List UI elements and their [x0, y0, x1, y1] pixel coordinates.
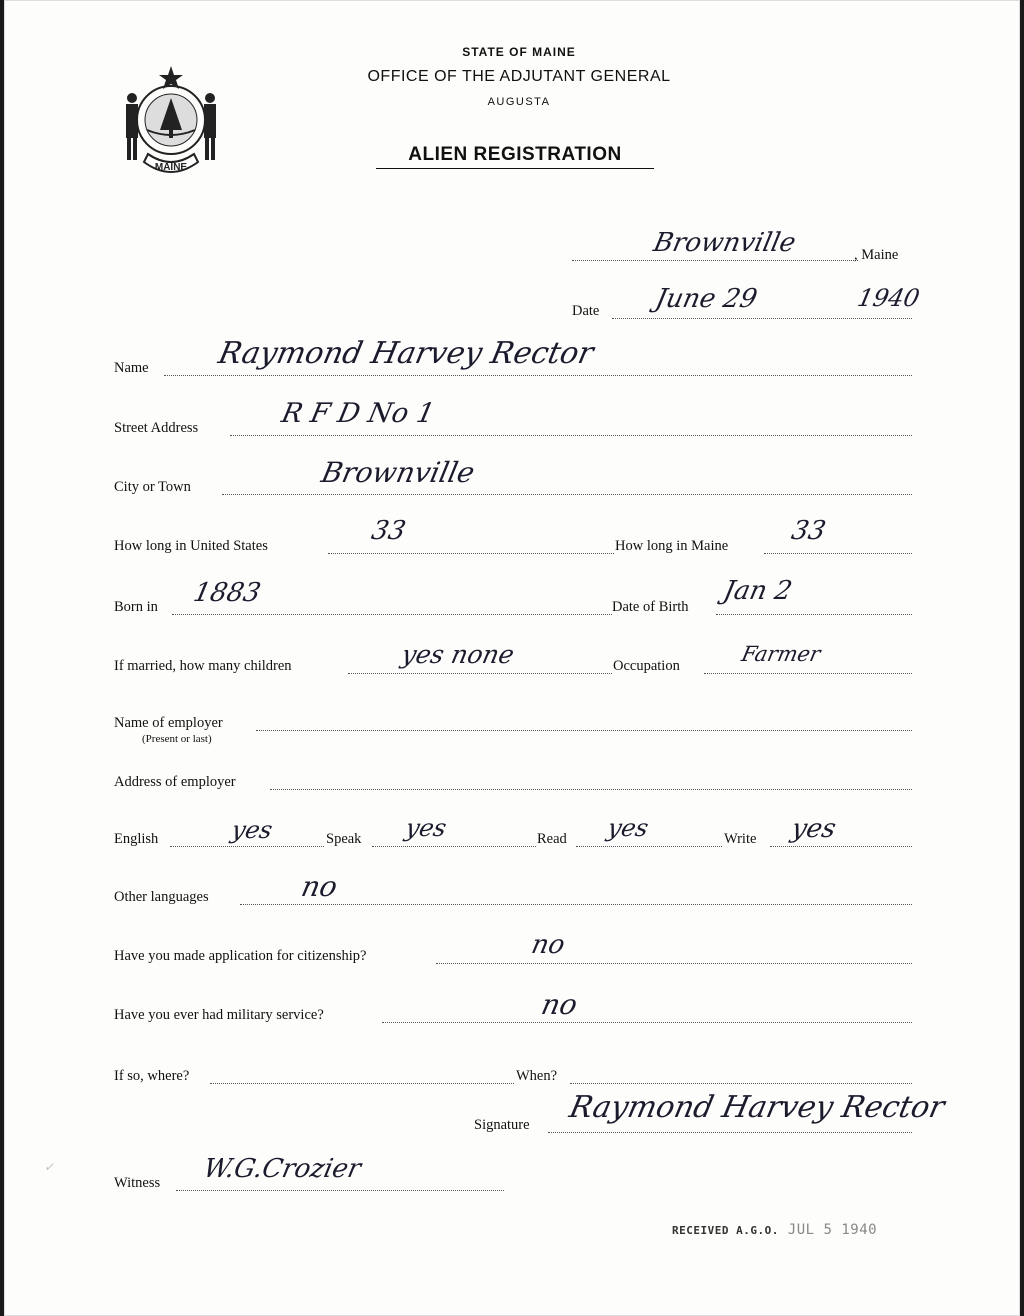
military-value: no: [538, 988, 581, 1021]
date-month-day: June 29: [652, 284, 760, 314]
office-heading: OFFICE OF THE ADJUTANT GENERAL: [367, 68, 671, 85]
citizenship-label: Have you made application for citizenship?: [114, 948, 367, 964]
years-us-value: 33: [368, 516, 409, 546]
employer-label: Name of employer: [114, 715, 223, 731]
speak-line: [372, 846, 536, 847]
place-value: Brownville: [650, 228, 799, 258]
employer-address-line: [270, 789, 912, 790]
form-title: ALIEN REGISTRATION: [376, 144, 654, 169]
years-us-line: [328, 553, 614, 554]
married-value: yes none: [398, 640, 517, 669]
citizenship-line: [436, 963, 912, 964]
employer-sub-label: (Present or last): [142, 733, 212, 745]
where-label: If so, where?: [114, 1068, 190, 1084]
received-stamp-label: RECEIVED A.G.O.: [672, 1224, 779, 1237]
married-label: If married, how many children: [114, 658, 292, 674]
born-in-line: [172, 614, 612, 615]
employer-line: [256, 730, 912, 731]
english-value: yes: [229, 816, 276, 844]
english-label: English: [114, 831, 159, 847]
city-value: Brownville: [318, 456, 478, 489]
occupation-line: [704, 673, 912, 674]
date-label: Date: [572, 303, 600, 319]
read-label: Read: [537, 831, 567, 847]
born-in-value: 1883: [190, 578, 264, 608]
signature-line: [548, 1132, 912, 1133]
other-languages-value: no: [298, 870, 341, 903]
employer-address-label: Address of employer: [114, 774, 236, 790]
birth-date-value: Jan 2: [720, 576, 795, 606]
read-value: yes: [605, 814, 652, 842]
street-label: Street Address: [114, 420, 199, 436]
witness-line: [176, 1190, 504, 1191]
place-suffix: , Maine: [854, 247, 899, 263]
birth-date-label: Date of Birth: [612, 599, 689, 615]
english-line: [170, 846, 324, 847]
received-stamp-date: JUL 5 1940: [787, 1222, 878, 1238]
date-line: [612, 318, 912, 319]
years-maine-value: 33: [788, 516, 829, 546]
seal-text: MAINE: [154, 162, 188, 173]
speak-value: yes: [403, 814, 450, 842]
speak-label: Speak: [326, 831, 362, 847]
where-line: [210, 1083, 514, 1084]
birth-date-line: [716, 614, 912, 615]
other-languages-label: Other languages: [114, 889, 209, 905]
received-stamp: [672, 1222, 877, 1238]
city-line: [222, 494, 912, 495]
married-line: [348, 673, 612, 674]
military-line: [382, 1022, 912, 1023]
occupation-label: Occupation: [613, 658, 680, 674]
witness-label: Witness: [114, 1175, 161, 1191]
street-line: [230, 435, 912, 436]
name-value: Raymond Harvey Rector: [215, 336, 597, 371]
when-label: When?: [516, 1068, 558, 1084]
maine-seal-icon: [116, 58, 226, 186]
city-label: City or Town: [114, 479, 191, 495]
occupation-value: Farmer: [739, 642, 823, 666]
signature-value: Raymond Harvey Rector: [566, 1090, 948, 1125]
citizenship-value: no: [528, 930, 568, 960]
faint-mark: ✓: [44, 1160, 55, 1174]
registration-form: [4, 0, 1020, 1316]
write-line: [770, 846, 912, 847]
date-year: 1940: [855, 284, 923, 312]
write-value: yes: [788, 814, 839, 844]
signature-label: Signature: [474, 1117, 530, 1133]
military-label: Have you ever had military service?: [114, 1007, 324, 1023]
street-value: R F D No 1: [278, 398, 438, 429]
born-in-label: Born in: [114, 599, 158, 615]
other-languages-line: [240, 904, 912, 905]
place-line: [572, 260, 858, 261]
when-line: [570, 1083, 912, 1084]
city-heading: AUGUSTA: [487, 96, 551, 108]
name-line: [164, 375, 912, 376]
years-maine-label: How long in Maine: [615, 538, 729, 554]
witness-value: W.G.Crozier: [200, 1154, 364, 1184]
name-label: Name: [114, 360, 149, 376]
years-us-label: How long in United States: [114, 538, 268, 554]
years-maine-line: [764, 553, 912, 554]
write-label: Write: [724, 831, 757, 847]
read-line: [576, 846, 722, 847]
state-heading: STATE OF MAINE: [462, 45, 576, 59]
